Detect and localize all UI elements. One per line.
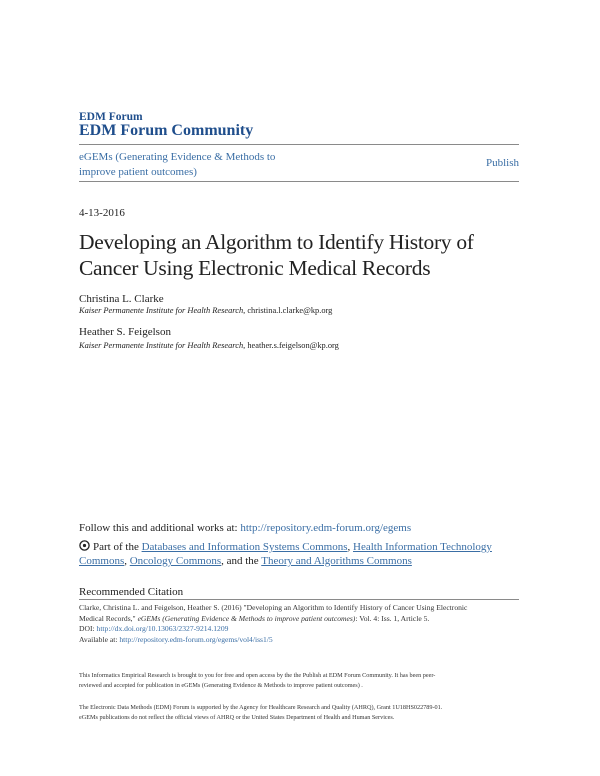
citation-text: Medical Records," [79,613,138,623]
affiliation-institution: Kaiser Permanente Institute for Health Research [79,341,244,350]
affiliation-email: , christina.l.clarke@kp.org [243,306,333,315]
author-name: Heather S. Feigelson [79,326,171,338]
funding-notice-line-1: The Electronic Data Methods (EDM) Forum is supported by the Agency for Healthcare Research and Quality (AHRQ), Grant 1U18HS022789-01. [79,704,443,711]
doi-label: DOI: [79,624,97,633]
funding-notice-line-2: eGEMs publications do not reflect the official views of AHRQ or the United States Department of Health and Human Services. [79,714,395,721]
access-notice-line-1: This Informatics Empirical Research is brought to you for free and open access by the the Publish at EDM Forum Community. It has been peer- [79,672,436,679]
brand-small: EDM Forum [79,111,143,123]
series-line-1[interactable]: eGEMs (Generating Evidence & Methods to [79,151,276,163]
commons-link-health-it[interactable]: Health Information Technology [353,541,492,553]
title-line-2: Cancer Using Electronic Medical Records [79,256,431,280]
access-notice-line-2: reviewed and accepted for publication in eGEMs (Generating Evidence & Methods to improve patient outcomes) . [79,682,363,689]
funding-notice [79,703,524,723]
access-notice [79,671,524,691]
header-bottom-rule [79,181,519,182]
separator: , [347,541,353,553]
citation-journal: eGEMs (Generating Evidence & Methods to improve patient outcomes) [137,613,356,623]
author-name: Christina L. Clarke [79,293,164,305]
part-of [79,540,529,568]
publication-date: 4-13-2016 [79,207,125,219]
follow-text: Follow this and additional works at: [79,522,241,534]
author-affiliation [79,306,332,315]
commons-link-oncology[interactable]: Oncology Commons [129,555,222,567]
part-of-prefix: Part of the [93,541,142,553]
follow-link[interactable]: http://repository.edm-forum.org/egems [240,522,412,534]
follow-line [79,522,411,534]
brand-title[interactable]: EDM Forum Community [79,122,254,139]
affiliation-institution: Kaiser Permanente Institute for Health Research [79,306,244,315]
series-link[interactable] [79,150,309,180]
doi-link[interactable]: http://dx.doi.org/10.13063/2327-9214.1209 [96,624,229,633]
commons-link-databases[interactable]: Databases and Information Systems Commons [141,541,348,553]
citation-volume: : Vol. 4: Iss. 1, Article 5. [355,613,430,623]
available-link[interactable]: http://repository.edm-forum.org/egems/vol4/iss1/5 [119,634,273,644]
citation-line-1: Clarke, Christina L. and Feigelson, Heather S. (2016) "Developing an Algorithm to Identify History of Cancer Using Electronic [79,603,468,612]
available-label: Available at: [79,634,120,644]
citation-heading: Recommended Citation [79,586,184,598]
separator: , and the [221,555,262,567]
article-title [79,229,529,281]
citation-line-2 [79,614,429,623]
title-line-1: Developing an Algorithm to Identify History of [79,230,474,254]
commons-link-theory[interactable]: Theory and Algorithms Commons [261,555,412,567]
citation-rule [79,599,519,600]
affiliation-email: , heather.s.feigelson@kp.org [243,341,339,350]
author-affiliation [79,341,339,350]
header-top-rule [79,144,519,145]
publish-link[interactable]: Publish [485,157,519,169]
citation-body [79,603,519,645]
network-icon [79,540,90,551]
commons-link-health-it-cont[interactable]: Commons [79,555,125,567]
separator: , [124,555,130,567]
series-line-2[interactable]: improve patient outcomes) [79,166,197,178]
